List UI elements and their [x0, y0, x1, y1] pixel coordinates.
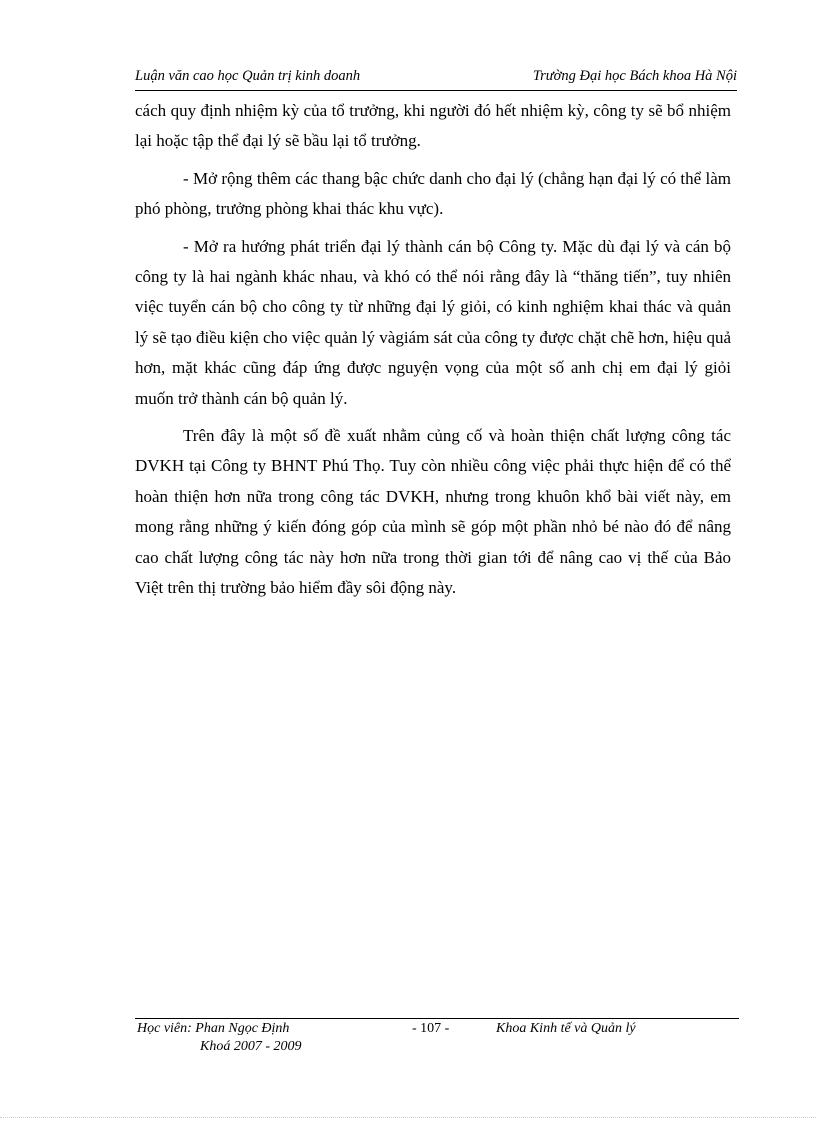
header-university: Trường Đại học Bách khoa Hà Nội — [532, 68, 737, 84]
body-text — [135, 96, 731, 604]
paragraph-bullet-career: - Mở ra hướng phát triển đại lý thành cán bộ Công ty. Mặc dù đại lý và cán bộ công ty là hai ngành khác nhau, và khó có thể nói rằng đây là “thăng tiến”, tuy nhiên việc tuyển cán bộ cho công ty từ những đại lý giỏi, có kinh nghiệm khai thác và quản lý sẽ tạo điều kiện cho việc quản lý vàgiám sát của công ty được chặt chẽ hơn, hiệu quả hơn, mặt khác cũng đáp ứng được nguyện vọng của một số anh chị em đại lý giỏi muốn trở thành cán bộ quản lý. — [135, 236, 731, 408]
footer-faculty: Khoa Kinh tế và Quản lý — [496, 1021, 636, 1036]
paragraph-conclusion: Trên đây là một số đề xuất nhằm củng cố và hoàn thiện chất lượng công tác DVKH tại Công ty BHNT Phú Thọ. Tuy còn nhiều công việc phải thực hiện để có thể hoàn thiện hơn nữa trong công tác DVKH, nhưng trong khuôn khổ bài viết này, em mong rằng những ý kiến đóng góp của mình sẽ góp một phần nhỏ bé nào đó để nâng cao chất lượng công tác này hơn nữa trong thời gian tới để nâng cao vị thế của Bảo Việt trên thị trường bảo hiểm đầy sôi động này. — [135, 426, 731, 598]
paragraph-bullet-ranks: - Mở rộng thêm các thang bậc chức danh cho đại lý (chẳng hạn đại lý có thể làm phó phòng, trưởng phòng khai thác khu vực). — [135, 168, 731, 219]
header-thesis-title: Luận văn cao học Quản trị kinh doanh — [135, 68, 361, 84]
footer-student: Học viên: Phan Ngọc Định — [137, 1021, 290, 1036]
page-number: - 107 - — [412, 1021, 450, 1036]
page-bottom-border — [0, 1117, 816, 1118]
paragraph-continuation: cách quy định nhiệm kỳ của tổ trưởng, khi người đó hết nhiệm kỳ, công ty sẽ bổ nhiệm lại hoặc tập thể đại lý sẽ bầu lại tổ trưởng. — [135, 101, 731, 151]
footer-course: Khoá 2007 - 2009 — [200, 1039, 302, 1054]
footer-divider — [135, 1018, 739, 1019]
page-header — [135, 68, 737, 91]
